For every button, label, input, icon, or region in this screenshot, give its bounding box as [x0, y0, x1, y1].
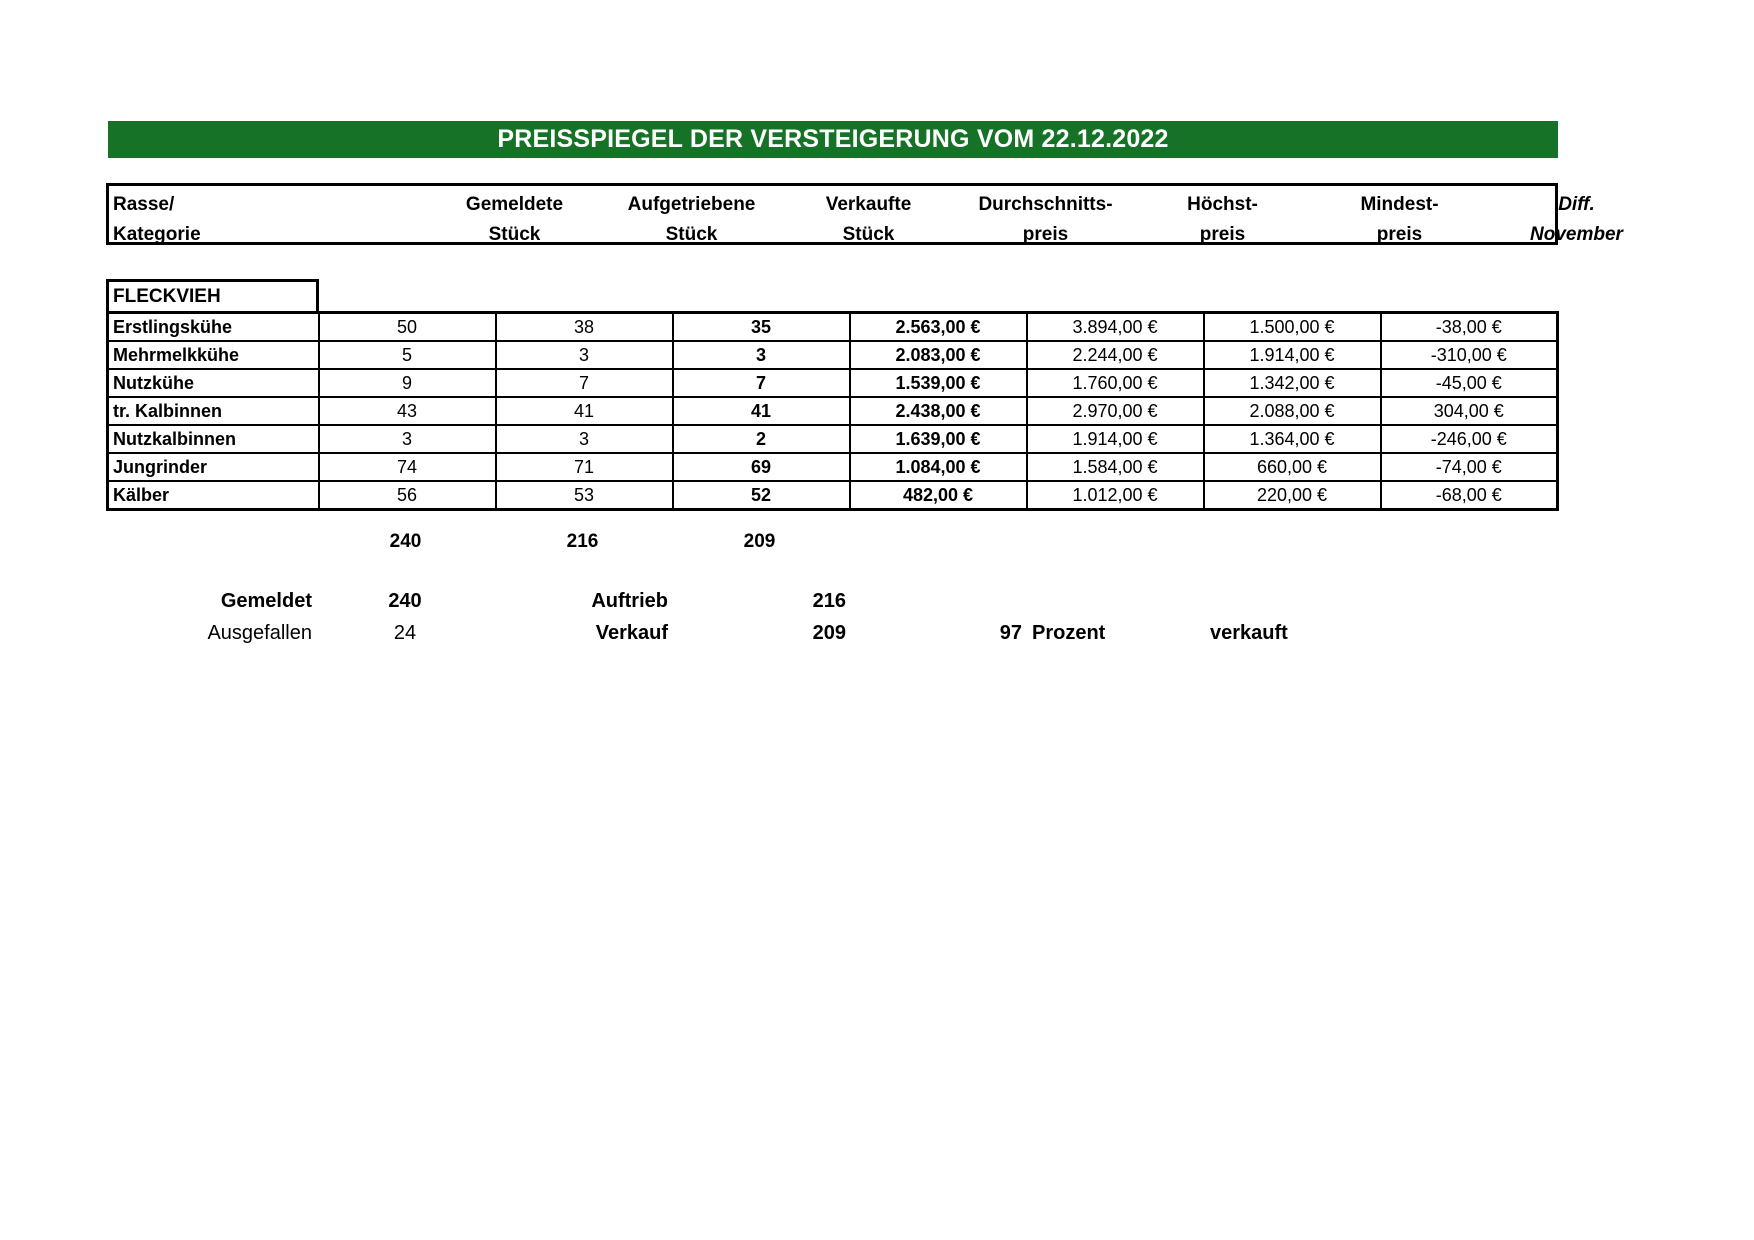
cell-hoechstpreis: 3.894,00 € — [1027, 313, 1204, 342]
cell-durchschnittspreis: 2.083,00 € — [850, 341, 1027, 369]
table-row — [108, 481, 1558, 510]
cell-durchschnittspreis: 2.563,00 € — [850, 313, 1027, 342]
cell-aufgetrieben: 3 — [496, 425, 673, 453]
cell-gemeldet: 9 — [319, 369, 496, 397]
cell-aufgetrieben: 38 — [496, 313, 673, 342]
cell-verkauft: 3 — [673, 341, 850, 369]
summary-verkauft-label: verkauft — [1210, 622, 1288, 644]
cell-kategorie: Nutzkühe — [108, 369, 319, 397]
header-diff-november — [1488, 190, 1665, 250]
table-header — [106, 183, 1623, 245]
summary-prozent-label: Prozent — [1032, 622, 1106, 644]
header-label: preis — [1376, 224, 1423, 245]
cell-mindestpreis: 1.914,00 € — [1204, 341, 1381, 369]
cell-verkauft: 52 — [673, 481, 850, 510]
header-label: Stück — [842, 224, 895, 245]
table-row — [108, 313, 1558, 342]
cell-hoechstpreis: 1.760,00 € — [1027, 369, 1204, 397]
header-aufgetriebene — [603, 190, 780, 250]
cell-kategorie: Erstlingskühe — [108, 313, 319, 342]
header-label: November — [1530, 224, 1623, 245]
table-row — [108, 397, 1558, 425]
header-gemeldete — [426, 190, 603, 250]
table-row — [108, 369, 1558, 397]
table-row — [108, 453, 1558, 481]
summary-ausgefallen-label: Ausgefallen — [207, 622, 312, 644]
page-title: PREISSPIEGEL DER VERSTEIGERUNG VOM 22.12.2022 — [108, 121, 1558, 158]
header-label: preis — [1199, 224, 1246, 245]
cell-gemeldet: 56 — [319, 481, 496, 510]
header-label: Stück — [665, 224, 718, 245]
cell-verkauft: 35 — [673, 313, 850, 342]
table-row — [108, 425, 1558, 453]
total-verkauft: 209 — [743, 531, 776, 552]
cell-kategorie: Mehrmelkkühe — [108, 341, 319, 369]
header-label: Mindest- — [1360, 194, 1439, 215]
cell-gemeldet: 43 — [319, 397, 496, 425]
cell-hoechstpreis: 2.244,00 € — [1027, 341, 1204, 369]
cell-durchschnittspreis: 1.639,00 € — [850, 425, 1027, 453]
cell-diff: -74,00 € — [1381, 453, 1558, 481]
cell-verkauft: 41 — [673, 397, 850, 425]
cell-hoechstpreis: 2.970,00 € — [1027, 397, 1204, 425]
header-hoechstpreis — [1134, 190, 1311, 250]
header-mindestpreis — [1311, 190, 1488, 250]
summary-gemeldet-label: Gemeldet — [220, 590, 312, 612]
header-verkaufte — [780, 190, 957, 250]
header-durchschnittspreis — [957, 190, 1134, 250]
cell-gemeldet: 50 — [319, 313, 496, 342]
cell-kategorie: Nutzkalbinnen — [108, 425, 319, 453]
cell-kategorie: Kälber — [108, 481, 319, 510]
header-label: Kategorie — [113, 224, 201, 245]
cell-mindestpreis: 1.364,00 € — [1204, 425, 1381, 453]
cell-hoechstpreis: 1.914,00 € — [1027, 425, 1204, 453]
cell-diff: 304,00 € — [1381, 397, 1558, 425]
cell-mindestpreis: 220,00 € — [1204, 481, 1381, 510]
header-label: Stück — [488, 224, 541, 245]
cell-hoechstpreis: 1.584,00 € — [1027, 453, 1204, 481]
summary-auftrieb-label: Auftrieb — [591, 590, 668, 612]
cell-gemeldet: 74 — [319, 453, 496, 481]
section-label-fleckvieh: FLECKVIEH — [106, 279, 319, 313]
cell-durchschnittspreis: 482,00 € — [850, 481, 1027, 510]
header-label: Durchschnitts- — [978, 194, 1113, 215]
cell-diff: -38,00 € — [1381, 313, 1558, 342]
cell-aufgetrieben: 41 — [496, 397, 673, 425]
cell-verkauft: 2 — [673, 425, 850, 453]
header-label: Rasse/ — [113, 194, 175, 215]
summary-gemeldet-value: 240 — [388, 590, 422, 612]
cell-aufgetrieben: 71 — [496, 453, 673, 481]
price-table — [106, 311, 1559, 511]
summary-verkauf-value: 209 — [812, 622, 846, 644]
cell-diff: -310,00 € — [1381, 341, 1558, 369]
cell-verkauft: 7 — [673, 369, 850, 397]
table-row — [108, 341, 1558, 369]
total-gemeldet: 240 — [389, 531, 422, 552]
header-label: Verkaufte — [825, 194, 912, 215]
cell-mindestpreis: 660,00 € — [1204, 453, 1381, 481]
header-label: Gemeldete — [465, 194, 564, 215]
summary-auftrieb-value: 216 — [812, 590, 846, 612]
header-label: Diff. — [1558, 194, 1595, 215]
cell-durchschnittspreis: 1.539,00 € — [850, 369, 1027, 397]
cell-aufgetrieben: 53 — [496, 481, 673, 510]
cell-aufgetrieben: 7 — [496, 369, 673, 397]
cell-kategorie: tr. Kalbinnen — [108, 397, 319, 425]
cell-diff: -246,00 € — [1381, 425, 1558, 453]
cell-durchschnittspreis: 1.084,00 € — [850, 453, 1027, 481]
total-aufgetrieben: 216 — [566, 531, 599, 552]
cell-diff: -45,00 € — [1381, 369, 1558, 397]
cell-diff: -68,00 € — [1381, 481, 1558, 510]
cell-durchschnittspreis: 2.438,00 € — [850, 397, 1027, 425]
summary-ausgefallen-value: 24 — [393, 622, 417, 644]
cell-aufgetrieben: 3 — [496, 341, 673, 369]
summary-verkauf-label: Verkauf — [595, 622, 668, 644]
cell-mindestpreis: 1.342,00 € — [1204, 369, 1381, 397]
header-rasse-kategorie — [113, 190, 313, 250]
cell-kategorie: Jungrinder — [108, 453, 319, 481]
cell-gemeldet: 5 — [319, 341, 496, 369]
cell-gemeldet: 3 — [319, 425, 496, 453]
cell-hoechstpreis: 1.012,00 € — [1027, 481, 1204, 510]
header-label: Höchst- — [1187, 194, 1258, 215]
cell-verkauft: 69 — [673, 453, 850, 481]
header-label: Aufgetriebene — [627, 194, 756, 215]
summary-prozent-value: 97 — [999, 622, 1022, 644]
cell-mindestpreis: 1.500,00 € — [1204, 313, 1381, 342]
cell-mindestpreis: 2.088,00 € — [1204, 397, 1381, 425]
header-label: preis — [1022, 224, 1069, 245]
